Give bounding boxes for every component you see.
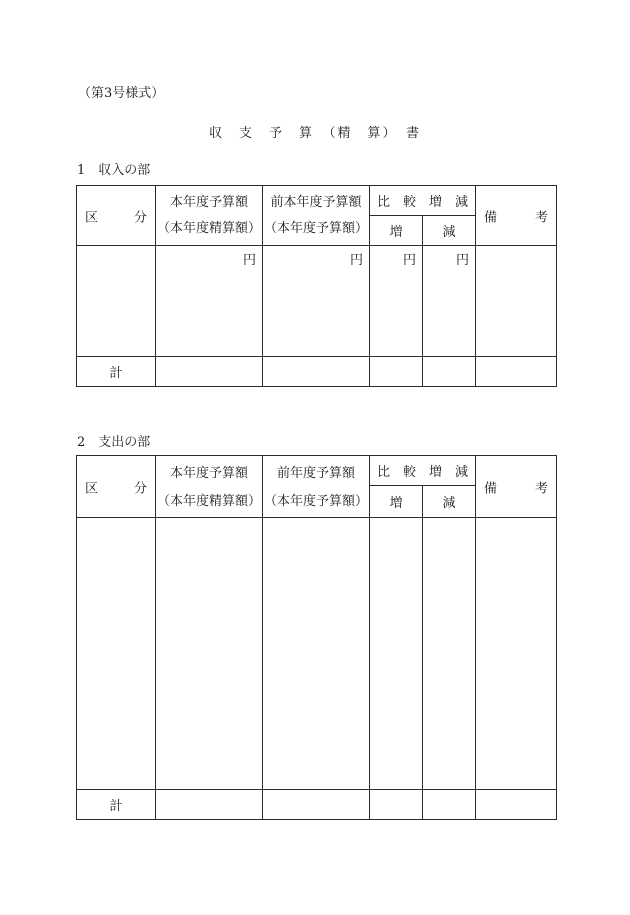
- income-total-current[interactable]: [156, 357, 263, 387]
- kubun-label-left: 区: [85, 481, 99, 496]
- kubun-label-right: 分: [133, 210, 147, 225]
- remarks-label-left: 備: [484, 210, 498, 225]
- income-total-previous[interactable]: [263, 357, 370, 387]
- income-total-decrease[interactable]: [423, 357, 476, 387]
- income-total-row: [77, 357, 557, 387]
- income-previous-budget-header: [263, 186, 370, 246]
- yen-unit: 円: [402, 253, 416, 268]
- expenditure-total-decrease[interactable]: [423, 790, 476, 820]
- expenditure-table: [76, 455, 557, 820]
- expenditure-current-budget-header: [156, 456, 263, 518]
- expenditure-total-current[interactable]: [156, 790, 263, 820]
- income-comparison-header: 比 較 増 減: [370, 186, 476, 216]
- income-decrease-cell[interactable]: [423, 246, 476, 357]
- expenditure-total-remarks[interactable]: [476, 790, 557, 820]
- income-total-remarks[interactable]: [476, 357, 557, 387]
- previous-budget-label: 前本年度予算額: [270, 194, 362, 210]
- remarks-label-right: 考: [535, 481, 549, 496]
- income-current-budget-header: [156, 186, 263, 246]
- income-current-cell[interactable]: [156, 246, 263, 357]
- current-settlement-label: （本年度精算額）: [156, 220, 261, 236]
- expenditure-comparison-header: 比 較 増 減: [370, 456, 476, 486]
- income-total-label: 計: [77, 357, 156, 387]
- yen-unit: 円: [242, 253, 256, 268]
- income-total-increase[interactable]: [370, 357, 423, 387]
- form-number: （第3号様式）: [78, 86, 165, 101]
- income-header-row-1: [77, 186, 557, 216]
- expenditure-decrease-header: 減: [423, 486, 476, 518]
- current-settlement-label: （本年度精算額）: [156, 493, 261, 509]
- previous-budget-paren-label: （本年度予算額）: [263, 493, 368, 509]
- current-budget-label: 本年度予算額: [169, 465, 248, 481]
- expenditure-total-previous[interactable]: [263, 790, 370, 820]
- expenditure-header-row-1: [77, 456, 557, 486]
- kubun-label-left: 区: [85, 210, 99, 225]
- previous-budget-paren-label: （本年度予算額）: [263, 220, 368, 236]
- expenditure-kubun-header: [77, 456, 156, 518]
- income-remarks-cell[interactable]: [476, 246, 557, 357]
- expenditure-remarks-header: [476, 456, 557, 518]
- remarks-label-right: 考: [535, 210, 549, 225]
- income-table: [76, 185, 557, 387]
- expenditure-total-label: 計: [77, 790, 156, 820]
- income-kubun-cell[interactable]: [77, 246, 156, 357]
- expenditure-total-increase[interactable]: [370, 790, 423, 820]
- remarks-label-left: 備: [484, 481, 498, 496]
- income-body-row: [77, 246, 557, 357]
- income-remarks-header: [476, 186, 557, 246]
- income-previous-cell[interactable]: [263, 246, 370, 357]
- previous-budget-label: 前年度予算額: [276, 465, 355, 481]
- kubun-label-right: 分: [133, 481, 147, 496]
- expenditure-remarks-cell[interactable]: [476, 518, 557, 790]
- expenditure-total-row: [77, 790, 557, 820]
- income-decrease-header: 減: [423, 216, 476, 246]
- yen-unit: 円: [349, 253, 363, 268]
- expenditure-previous-budget-header: [263, 456, 370, 518]
- expenditure-body-row: [77, 518, 557, 790]
- expenditure-decrease-cell[interactable]: [423, 518, 476, 790]
- expenditure-increase-header: 増: [370, 486, 423, 518]
- expenditure-increase-cell[interactable]: [370, 518, 423, 790]
- yen-unit: 円: [456, 253, 470, 268]
- income-section-heading: 1 収入の部: [77, 163, 151, 178]
- current-budget-label: 本年度予算額: [169, 194, 248, 210]
- document-title: 収 支 予 算 （精 算） 書: [208, 126, 421, 141]
- income-kubun-header: [77, 186, 156, 246]
- income-increase-header: 増: [370, 216, 423, 246]
- expenditure-section-heading: 2 支出の部: [77, 435, 151, 450]
- expenditure-kubun-cell[interactable]: [77, 518, 156, 790]
- income-increase-cell[interactable]: [370, 246, 423, 357]
- expenditure-current-cell[interactable]: [156, 518, 263, 790]
- expenditure-previous-cell[interactable]: [263, 518, 370, 790]
